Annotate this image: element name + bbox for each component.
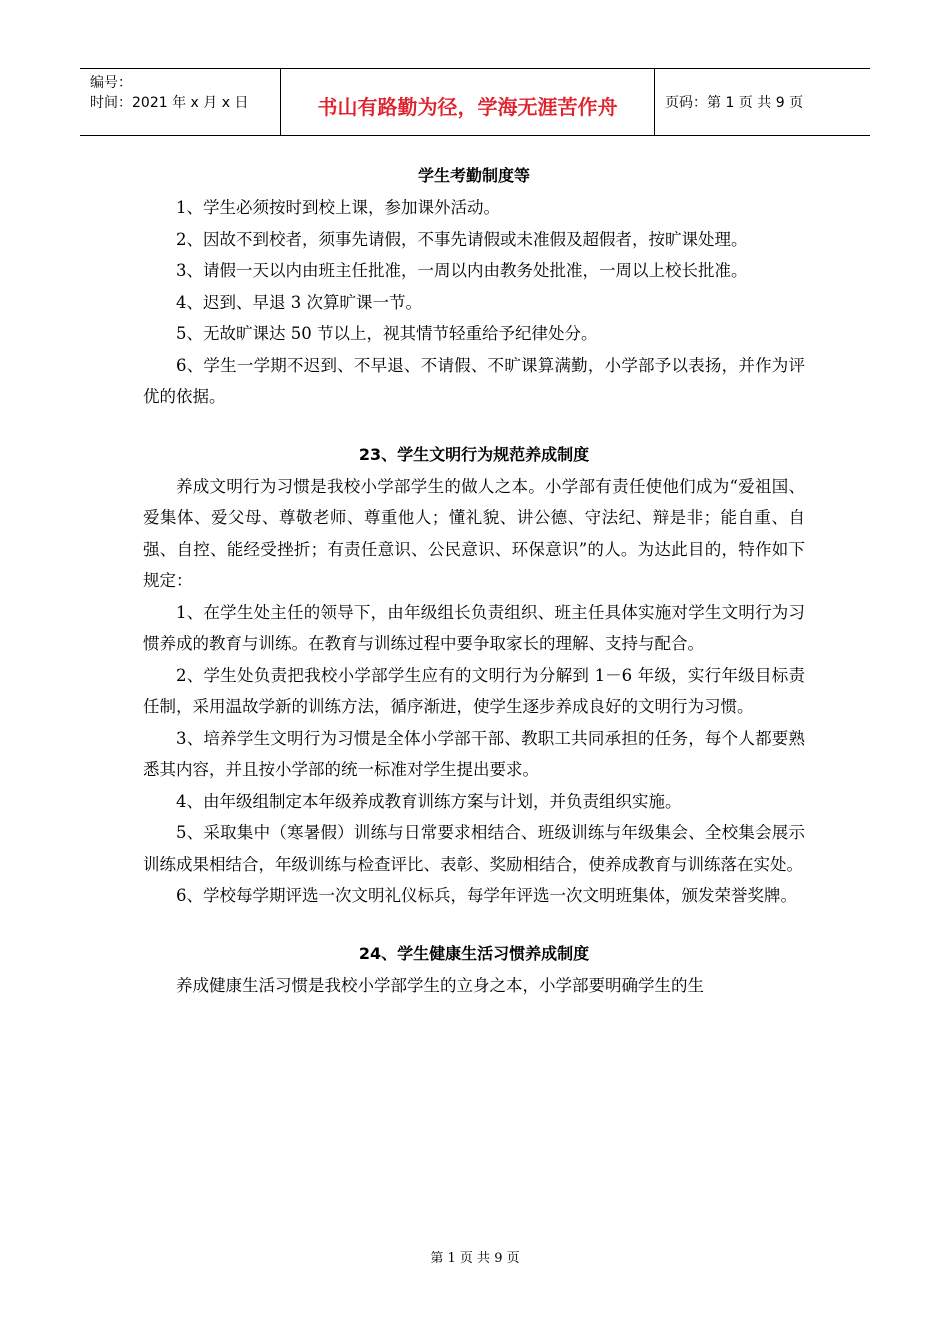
- paragraph: 6、学生一学期不迟到、不早退、不请假、不旷课算满勤，小学部予以表扬，并作为评优的依据。: [143, 355, 805, 406]
- section-gap: [143, 413, 805, 439]
- header-page-label: 页码：第 1 页 共 9 页: [665, 95, 804, 111]
- section-gap: [143, 912, 805, 938]
- paragraph: 4、由年级组制定本年级养成教育训练方案与计划，并负责组织实施。: [176, 791, 682, 811]
- paragraph: 2、学生处负责把我校小学部学生应有的文明行为分解到 1－6 年级，实行年级目标责任制，采用温故学新的训练方法，循序渐进，使学生逐步养成良好的文明行为习惯。: [143, 665, 805, 716]
- paragraph: 3、培养学生文明行为习惯是全体小学部干部、教职工共同承担的任务，每个人都要熟悉其内容，并且按小学部的统一标准对学生提出要求。: [143, 728, 805, 779]
- paragraph: 养成文明行为习惯是我校小学部学生的做人之本。小学部有责任使他们成为“爱祖国、爱集体、爱父母、尊敬老师、尊重他人；懂礼貌、讲公德、守法纪、辩是非；能自重、自强、自控、能经受挫折；有责任意识、公民意识、环保意识”的人。为达此目的，特作如下规定：: [143, 476, 805, 590]
- paragraph: 4、迟到、早退 3 次算旷课一节。: [176, 292, 422, 312]
- paragraph: 1、学生必须按时到校上课，参加课外活动。: [176, 198, 500, 217]
- paragraph: 5、采取集中（寒暑假）训练与日常要求相结合、班级训练与年级集会、全校集会展示训练成果相结合，年级训练与检查评比、表彰、奖励相结合，使养成教育与训练落在实处。: [143, 823, 805, 874]
- paragraph: 2、因故不到校者，须事先请假，不事先请假或未准假及超假者，按旷课处理。: [176, 229, 748, 249]
- time-label: 时间：2021 年 x 月 x 日: [90, 95, 249, 111]
- paragraph: 养成健康生活习惯是我校小学部学生的立身之本，小学部要明确学生的生: [176, 975, 704, 995]
- section-title-1: 学生考勤制度等: [417, 166, 530, 185]
- section-title-3: 24、学生健康生活习惯养成制度: [358, 943, 590, 963]
- page-header: [80, 68, 870, 136]
- paragraph: 6、学校每学期评选一次文明礼仪标兵，每学年评选一次文明班集体，颁发荣誉奖牌。: [176, 886, 797, 905]
- paragraph: 3、请假一天以内由班主任批准，一周以内由教务处批准，一周以上校长批准。: [176, 261, 748, 280]
- header-meta: [80, 69, 281, 135]
- section-title-2: 23、学生文明行为规范养成制度: [358, 444, 590, 464]
- page-footer: 第 1 页 共 9 页: [430, 1251, 520, 1266]
- paragraph: 5、无故旷课达 50 节以上，视其情节轻重给予纪律处分。: [176, 324, 598, 343]
- header-motto: 书山有路勤为径，学海无涯苦作舟: [281, 69, 655, 135]
- document-body: [143, 160, 805, 1001]
- paragraph: 1、在学生处主任的领导下，由年级组长负责组织、班主任具体实施对学生文明行为习惯养成的教育与训练。在教育与训练过程中要争取家长的理解、支持与配合。: [143, 602, 805, 653]
- number-label: 编号：: [90, 75, 132, 91]
